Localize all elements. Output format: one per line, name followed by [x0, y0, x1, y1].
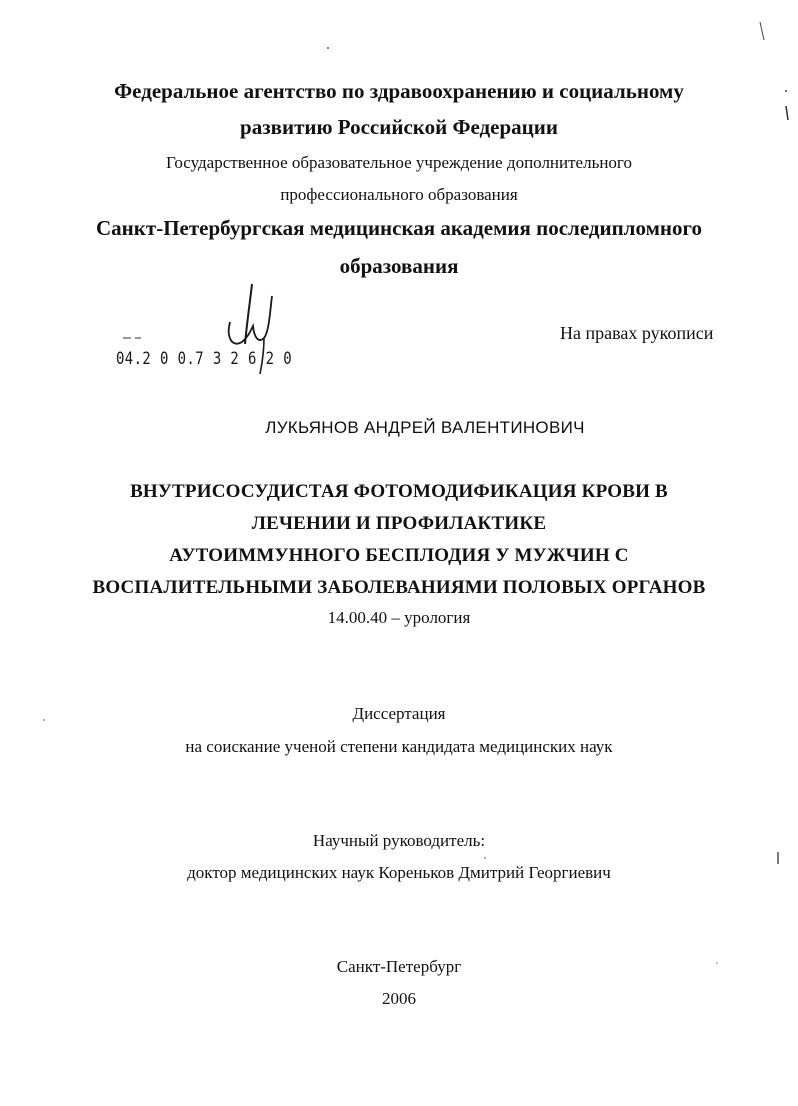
agency-line-2: развитию Российской Федерации [240, 115, 558, 139]
institution-line-1: Государственное образовательное учреждение дополнительного [166, 153, 632, 172]
advisor-label: Научный руководитель: [312, 831, 486, 850]
academy-line-2: образования [339, 254, 459, 278]
agency-line-1: Федеральное агентство по здравоохранению и социальному [114, 79, 684, 103]
registration-stamp: 04.2 0 0.7 3 2 6 2 0 [116, 349, 293, 369]
year: 2006 [382, 989, 416, 1008]
specialty-code: 14.00.40 – урология [327, 608, 471, 627]
title-line-4: ВОСПАЛИТЕЛЬНЫМИ ЗАБОЛЕВАНИЯМИ ПОЛОВЫХ ОРГАНОВ [92, 577, 706, 598]
academy-line-1: Санкт-Петербургская медицинская академия последипломного [96, 216, 702, 240]
degree-sought: на соискание ученой степени кандидата медицинских наук [185, 737, 613, 756]
work-type: Диссертация [352, 704, 446, 723]
author-name: ЛУКЬЯНОВ АНДРЕЙ ВАЛЕНТИНОВИЧ [265, 418, 585, 437]
city: Санкт-Петербург [336, 957, 462, 976]
advisor-name: доктор медицинских наук Кореньков Дмитрий Георгиевич [187, 863, 611, 882]
institution-line-2: профессионального образования [280, 185, 518, 204]
title-line-2: ЛЕЧЕНИИ И ПРОФИЛАКТИКЕ [251, 513, 547, 534]
title-line-3: АУТОИММУННОГО БЕСПЛОДИЯ У МУЖЧИН С [169, 545, 629, 566]
title-line-1: ВНУТРИСОСУДИСТАЯ ФОТОМОДИФИКАЦИЯ КРОВИ В [130, 481, 668, 502]
manuscript-note: На правах рукописи [560, 323, 714, 343]
